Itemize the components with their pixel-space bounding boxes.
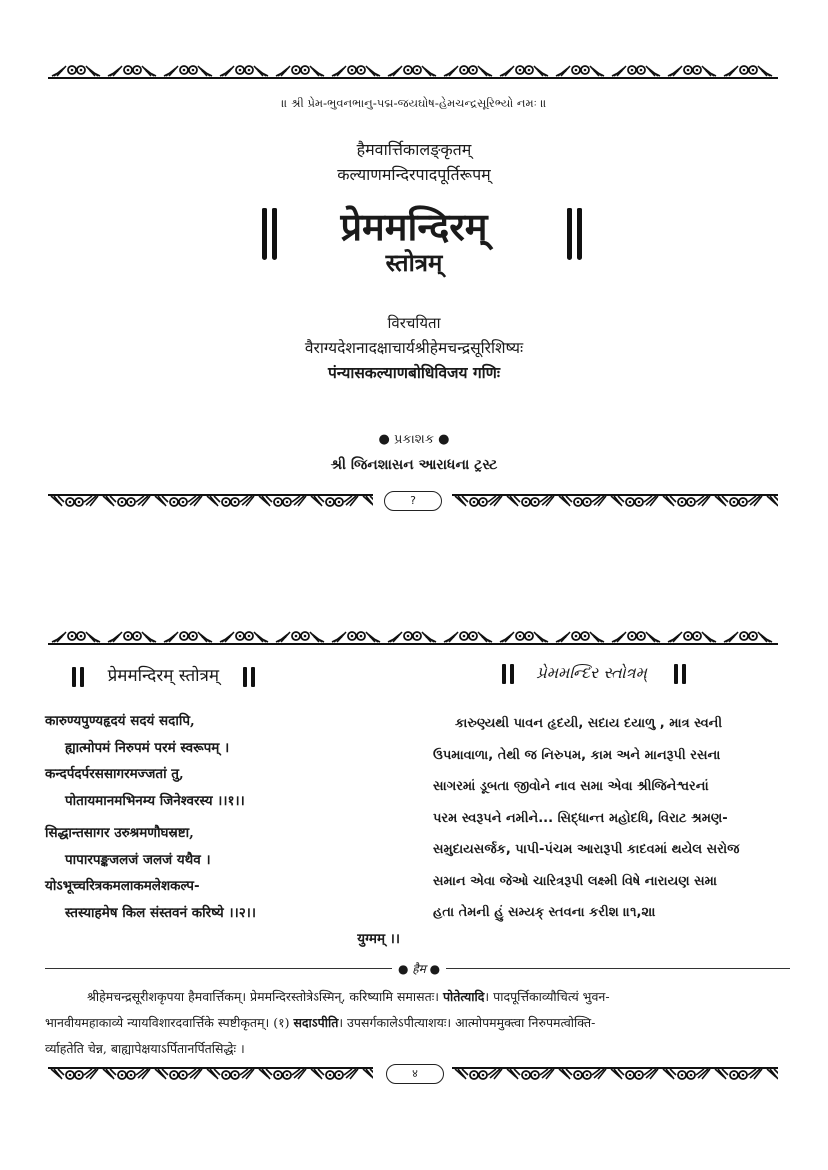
yugmam-label: युग्मम् ।।: [357, 931, 400, 947]
gloss-line: સમાન એવા જેઓ ચારિત્રરૂપી લક્ષ્મી વિષે નારાયણ સમા: [433, 873, 717, 889]
verse-line: स्तस्याहमेष किल संस्तवनं करिष्ये ।।२।।: [65, 904, 256, 921]
verse-line: पापारपङ्कजलजं जलजं यथैव ।: [65, 851, 211, 868]
danda-icon: [243, 667, 247, 687]
danda-icon: [674, 664, 678, 684]
ornamental-border-left: [48, 492, 373, 510]
commentary-label: ● हैम ●: [392, 960, 446, 977]
verse-line: ह्यात्मोपमं निरुपमं परमं स्वरूपम् ।: [65, 739, 230, 756]
gloss-line: સાગરમાં ડૂબતા જીવોને નાવ સમા એવા શ્રીજિનેશ્વરનાં: [433, 779, 709, 794]
gloss-line: પરમ સ્વરૂપને નમીને... સિદ્ધાન્ત મહોદધિ, વિરાટ શ્રમણ-: [433, 810, 728, 826]
ornamental-border-right-2: [452, 1065, 778, 1083]
danda-icon: [80, 667, 84, 687]
page-number-badge-2: ४: [386, 1064, 444, 1084]
ornamental-border-top-2: [48, 628, 778, 646]
gloss-line: હતા તેમની હું સમ્યક્ સ્તવના કરીશ ॥૧,૨॥: [433, 905, 656, 920]
commentary-span: । उपसर्गकालेऽपीत्याशयः। आत्मोपममुक्त्वा निरुपमत्वोक्ति-: [338, 1015, 596, 1030]
danda-icon: [682, 664, 686, 684]
invocation-line: ॥ શ્રી પ્રેમ-ભુવનભાનુ-પદ્મ-જયઘોષ-હેમચન્દ્રસૂરિભ્યો નમઃ ॥: [281, 96, 547, 110]
verse-line: योऽभूच्चरित्रकमलाकमलेशकल्प-: [45, 878, 200, 894]
sanskrit-heading-text: प्रेममन्दिरम् स्तोत्रम्: [107, 666, 220, 686]
page-title-line-2: स्तोत्रम्: [385, 248, 443, 277]
commentary-span: भानवीयमहाकाव्ये न्यायविशारदवार्त्तिके स्पष्टीकृतम्। (१): [45, 1015, 294, 1030]
commentary-keyword: पोतेत्यादि: [442, 989, 485, 1004]
subtitle-line-2: कल्याणमन्दिरपादपूर्तिरूपम्: [337, 165, 491, 184]
commentary-line-1: [45, 984, 790, 1010]
author-line-1: वैराग्यदेशनादक्षाचार्यश्रीहेमचन्द्रसूरिशिष्यः: [304, 339, 524, 357]
subtitle-line-1: हैमवार्त्तिकालङ्कृतम्: [356, 140, 472, 159]
verse-line: कन्दर्पदर्परससागरमज्जतां तु,: [45, 766, 184, 782]
composed-by-label: विरचयिता: [387, 314, 441, 332]
gloss-line: કારુણ્યથી પાવન હૃદયી, સદાય દયાળુ , માત્ર સ્વની: [455, 716, 723, 731]
author-line-2: पंन्यासकल्याणबोधिविजय गणिः: [327, 363, 501, 382]
commentary-line-2: [45, 1010, 790, 1036]
publisher-label: ● પ્રકાશક ●: [378, 432, 450, 447]
commentary-keyword: सदाऽपीति: [293, 1015, 339, 1030]
ornamental-border-left-2: [48, 1065, 373, 1083]
gloss-line: ઉપમાવાળા, તેથી જ નિરુપમ, કામ અને માનરૂપી રસના: [433, 747, 721, 763]
page-title: प्रेममन्दिरम्: [340, 204, 488, 249]
publisher-name: શ્રી જિનશાસન આરાધના ટ્રસ્ટ: [330, 457, 498, 473]
commentary-span: श्रीहेमचन्द्रसूरीशकृपया हैमवार्त्तिकम्। प्रेममन्दिरस्तोत्रेऽस्मिन्, करिष्यामि समासतः।: [87, 989, 443, 1004]
danda-icon: [72, 667, 76, 687]
ornamental-border-top: [48, 62, 778, 80]
commentary-line-3: र्व्याहतेति चेन्न, बाह्यापेक्षयाऽर्पितानर्पितसिद्धेः ।: [45, 1041, 245, 1056]
verse-1: [45, 708, 405, 814]
verse-line: पोतायमानमभिनम्य जिनेश्वरस्य ।।१।।: [65, 792, 245, 809]
danda-icon: [510, 664, 514, 684]
danda-icon: [502, 664, 506, 684]
commentary-span: । पादपूर्त्तिकाव्यौचित्यं भुवन-: [484, 989, 610, 1004]
verse-line: सिद्धान्तसागर उरुश्रमणौघस्रष्टा,: [45, 825, 194, 841]
sanskrit-column-heading: [70, 663, 360, 687]
gloss-line: સમુદાયસર્જક, પાપી-પંચમ આરારૂપી કાદવમાં થયેલ સરોજ: [433, 842, 740, 857]
commentary-text: [45, 984, 790, 1062]
gujarati-heading-text: પ્રેમમન્દિર સ્તોત્રમ્: [536, 663, 647, 682]
page-number-badge: ?: [384, 491, 442, 511]
gujarati-translation: [433, 708, 793, 929]
ornamental-border-right: [452, 492, 778, 510]
verse-line: कारुण्यपुण्यहृदयं सदयं सदापि,: [45, 713, 195, 729]
gujarati-column-heading: [500, 663, 750, 684]
danda-icon: [251, 667, 255, 687]
verse-2: [45, 820, 405, 953]
